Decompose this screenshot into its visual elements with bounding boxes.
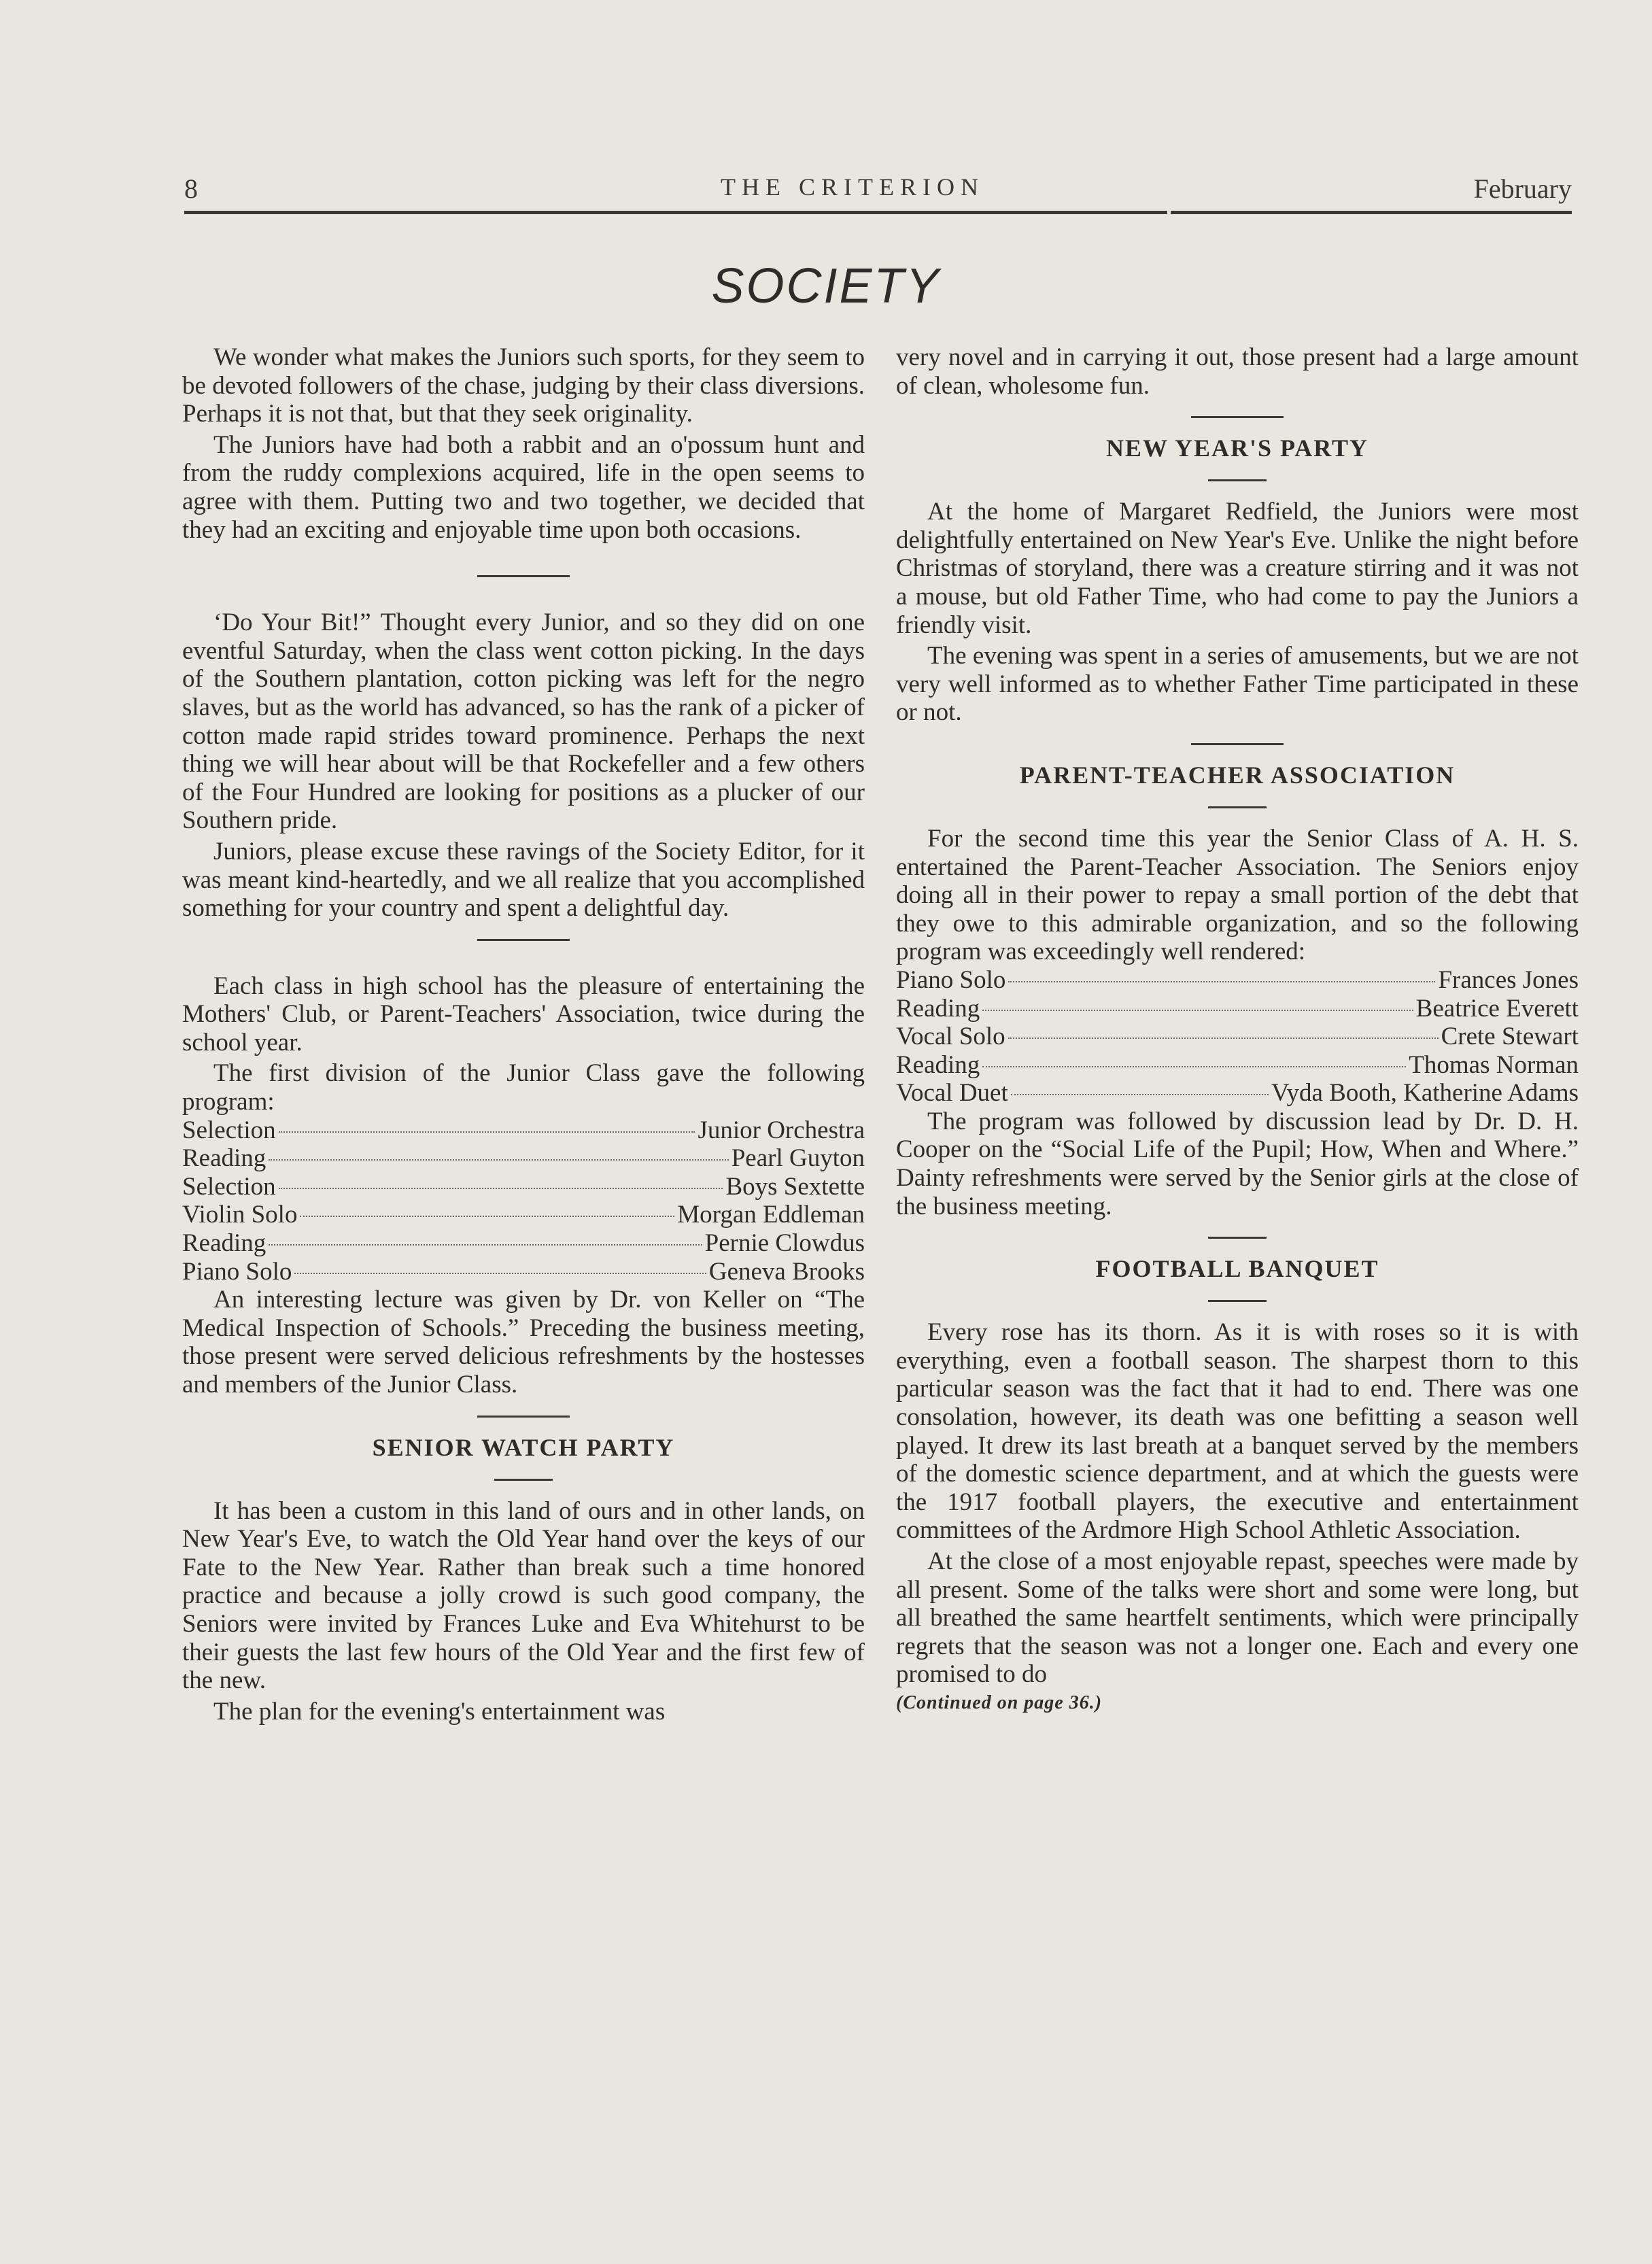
program-item: Vocal Solo: [896, 1023, 1005, 1051]
section-title: SOCIETY: [711, 259, 941, 313]
program-item: Vocal Duet: [896, 1079, 1008, 1108]
program-performer: Vyda Booth, Katherine Adams: [1271, 1079, 1579, 1108]
program-performer: Crete Stewart: [1441, 1023, 1579, 1051]
program-row: [182, 1116, 865, 1145]
section-divider: [1191, 743, 1284, 745]
program-item: Selection: [182, 1116, 276, 1144]
program-row: [182, 1229, 865, 1258]
program-performer: Boys Sextette: [725, 1172, 865, 1201]
program-item: Selection: [182, 1172, 276, 1201]
paragraph: An interesting lecture was given by Dr. von Keller on “The Medical Inspection of Schools.” Preceding the business meeting, those present were served delicious refreshments by the hostesses and members of the Junior Class.: [182, 1286, 865, 1399]
program-performer: Pearl Guyton: [731, 1144, 865, 1173]
program-item: Reading: [182, 1229, 266, 1258]
program-row: [896, 1023, 1579, 1051]
section-divider: [1208, 1237, 1267, 1239]
program-row: [182, 1258, 865, 1286]
paragraph: Each class in high school has the pleasure of entertaining the Mothers' Club, or Parent-Teachers' Association, twice during the school year.: [182, 972, 865, 1057]
program-performer: Thomas Norman: [1409, 1050, 1579, 1079]
program-item: Reading: [896, 994, 980, 1023]
program-performer: Morgan Eddleman: [677, 1201, 865, 1229]
program-item: Piano Solo: [896, 965, 1006, 994]
paragraph: The program was followed by discussion lead by Dr. D. H. Cooper on the “Social Life of the Pupil; How, When and Where.” Dainty refreshments were served by the Senior girls at the close of the business meeting.: [896, 1107, 1579, 1220]
header-rule: [184, 211, 1167, 214]
program-performer: Junior Orchestra: [698, 1116, 865, 1144]
section-heading: FOOTBALL BANQUET: [1095, 1255, 1379, 1283]
program-performer: Geneva Brooks: [708, 1257, 865, 1286]
paragraph: The evening was spent in a series of amusements, but we are not very well informed as to whether Father Time participated in these or not.: [896, 642, 1579, 727]
paragraph: very novel and in carrying it out, those present had a large amount of clean, wholesome fun.: [896, 343, 1579, 400]
program-row: [896, 1051, 1579, 1080]
section-heading: PARENT-TEACHER ASSOCIATION: [1019, 761, 1456, 789]
program-item: Reading: [896, 1050, 980, 1079]
section-divider: [1191, 416, 1284, 418]
header-rule: [1171, 211, 1572, 214]
program-performer: Beatrice Everett: [1415, 994, 1579, 1023]
page-number: 8: [184, 173, 198, 204]
program-item: Reading: [182, 1144, 266, 1173]
program-row: [896, 995, 1579, 1023]
paragraph: We wonder what makes the Juniors such sports, for they seem to be devoted followers of the chase, judging by their class diversions. Perhaps it is not that, but that they seek originality.: [182, 343, 865, 428]
paragraph: Every rose has its thorn. As it is with roses so it is with everything, even a football season. The sharpest thorn to this particular season was the fact that it had to end. There was one consolation, however, its death was one befitting a season well played. It drew its last breath at a banquet served by the members of the domestic science department, and at which the guests were the 1917 football players, the executive and entertainment committees of the Ardmore High School Athletic Association.: [896, 1318, 1579, 1545]
paragraph: It has been a custom in this land of ours and in other lands, on New Year's Eve, to watch the Old Year hand over the keys of our Fate to the New Year. Rather than break such a time honored practice and because a jolly crowd is such good company, the Seniors were invited by Frances Luke and Eva Whitehurst to be their guests the last few hours of the Old Year and the first few of the new.: [182, 1496, 865, 1695]
paragraph: At the home of Margaret Redfield, the Juniors were most delightfully entertained on New Year's Eve. Unlike the night before Christmas of storyland, there was a creature stirring and it was not a mouse, but old Father Time, who had come to pay the Juniors a friendly visit.: [896, 498, 1579, 639]
program-row: [182, 1201, 865, 1229]
program-row: [896, 1079, 1579, 1108]
left-column: [182, 343, 865, 1726]
program-row: [896, 966, 1579, 995]
paragraph: The plan for the evening's entertainment was: [213, 1697, 666, 1726]
program-performer: Pernie Clowdus: [704, 1229, 865, 1258]
right-column: [896, 343, 1579, 1717]
program-item: Piano Solo: [182, 1257, 292, 1286]
program-row: [182, 1173, 865, 1201]
program-row: [182, 1144, 865, 1173]
program-performer: Frances Jones: [1438, 965, 1579, 994]
section-divider: [477, 1416, 570, 1418]
program-item: Violin Solo: [182, 1201, 298, 1229]
section-heading: NEW YEAR'S PARTY: [1105, 434, 1369, 462]
paragraph: Juniors, please excuse these ravings of the Society Editor, for it was meant kind-heartedly, and we all realize that you accomplished something for your country and spent a delightful day.: [182, 837, 865, 923]
publication-title: THE CRITERION: [721, 173, 984, 201]
paragraph: The first division of the Junior Class gave the following program:: [182, 1059, 865, 1116]
senior-program-list: [896, 966, 1579, 1108]
paragraph: For the second time this year the Senior Class of A. H. S. entertained the Parent-Teacher Association. The Seniors enjoy doing all in their power to repay a small portion of the debt that they owe to this admirable organization, and so the following program was exceedingly well rendered:: [896, 824, 1579, 966]
junior-program-list: [182, 1116, 865, 1286]
paragraph: At the close of a most enjoyable repast, speeches were made by all present. Some of the talks were short and some were long, but all breathed the same heartfelt sentiments, which were principally regrets that the season was not a longer one. Each and every one promised to do: [896, 1547, 1579, 1689]
paragraph: The Juniors have had both a rabbit and an o'possum hunt and from the ruddy complexions acquired, life in the open seems to agree with them. Putting two and two together, we decided that they had an exciting and enjoyable time upon both occasions.: [182, 430, 865, 544]
issue-month: February: [1473, 173, 1572, 204]
section-heading: SENIOR WATCH PARTY: [372, 1433, 675, 1461]
paragraph: ‘Do Your Bit!” Thought every Junior, and so they did on one eventful Saturday, when the class went cotton picking. In the days of the Southern plantation, cotton picking was left for the negro slaves, but as the world has advanced, so has the rank of a picker of cotton made rapid strides toward prominence. Perhaps the next thing we will hear about will be that Rockefeller and a few others of the Four Hundred are looking for positions as a plucker of our Southern pride.: [182, 608, 865, 835]
continued-note: (Continued on page 36.): [896, 1692, 1103, 1713]
